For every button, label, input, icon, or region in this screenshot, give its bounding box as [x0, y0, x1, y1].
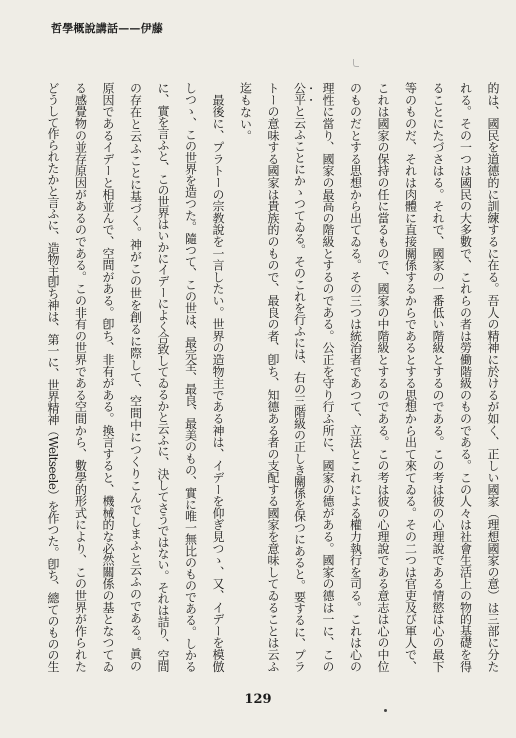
emphasized-term: 公平: [292, 82, 307, 106]
ink-mark: [353, 59, 359, 67]
text-column: る感覺物の並存原因があるのである。この非有の世界である空間から、數學的形式により、この世界が作られた: [73, 82, 88, 673]
text-column: 理性に當り、國家の最高の階級とするのである。公正を守り行ふ所に、國家の德がある。國家の德は一に、この: [321, 82, 335, 672]
text-column-rest: と云ふことにかゝつてゐる。そのこれを行ふには、右の三階級の正しき關係を保つにあると。要するに、プラ: [292, 105, 307, 673]
text-column: れる。その一つは國民の大多數で、これらの者は勞働階級のものである。この人々は社會生活上の物的基礎を得: [458, 82, 473, 673]
text-column: トーの意味する國家は貴族的のもので、最良の者、卽ち、知德ある者の支配する國家を意味してゐることは云ふ: [266, 82, 280, 673]
text-column: どうして作られたかと言ふに、造物主卽ち神は、第一に、世界精神（Weltseele）を作つた。卽ち、總てのものの生: [46, 82, 60, 672]
text-column: の存在と云ふことに基づく。神がこの世を創るに際して、空間中につくりこんでしまふと云ふのである。眞の: [128, 82, 143, 672]
text-column: 最後に、プラトーの宗教說を一言したい。世界の造物主である神は、イデーを仰ぎ見つゝ、又、イデーを模倣: [211, 82, 225, 673]
text-column: 等のものだ、それは肉體に直接關係するからであるとする思想から出て來てゐる。その二つは官吏及び軍人で、: [403, 82, 418, 673]
running-title: 哲學概說講話——伊藤: [51, 22, 163, 35]
text-column-short: 迄もない。: [238, 82, 253, 142]
text-column: これは國家の保持の任に當るもので、國家の中階級とするのである。この考は彼の心理說である意志は心の中位: [376, 82, 390, 673]
text-column: のものだとする思想から出てゐる。その三つは統治者であつて、立法とこれによる權力執行を司る。これは心の: [348, 82, 363, 673]
text-column: しつゝ、この世界を造つた。隨つて、この世は、最完全、最良、最美のもの、實に唯一無比のものである。しかる: [183, 82, 198, 673]
text-column: [286, 82, 314, 676]
text-column: に、實を言ふと、この世界はいかにイデーによく合致してゐるかと云ふに、決してさうではない。それは詰り、空間: [156, 82, 170, 673]
body-text: [39, 82, 507, 676]
ink-speck: [384, 709, 387, 712]
text-column: 的は、國民を道德的に訓練するに在る。吾人の精神に於けるが如く、正しい國家（理想國家の意）は三部に分た: [486, 82, 500, 673]
text-column: ることにたづさはる。それで、國家の一番低い階級とするのである。この考は彼の心理說である情慾は心の最下: [431, 82, 445, 673]
page-number: 129: [244, 692, 272, 707]
text-column: 原因であるイデーと相並んで、空間がある。卽ち、非有がある。換言すると、機械的な必然關係の基となつてゐ: [101, 82, 115, 673]
